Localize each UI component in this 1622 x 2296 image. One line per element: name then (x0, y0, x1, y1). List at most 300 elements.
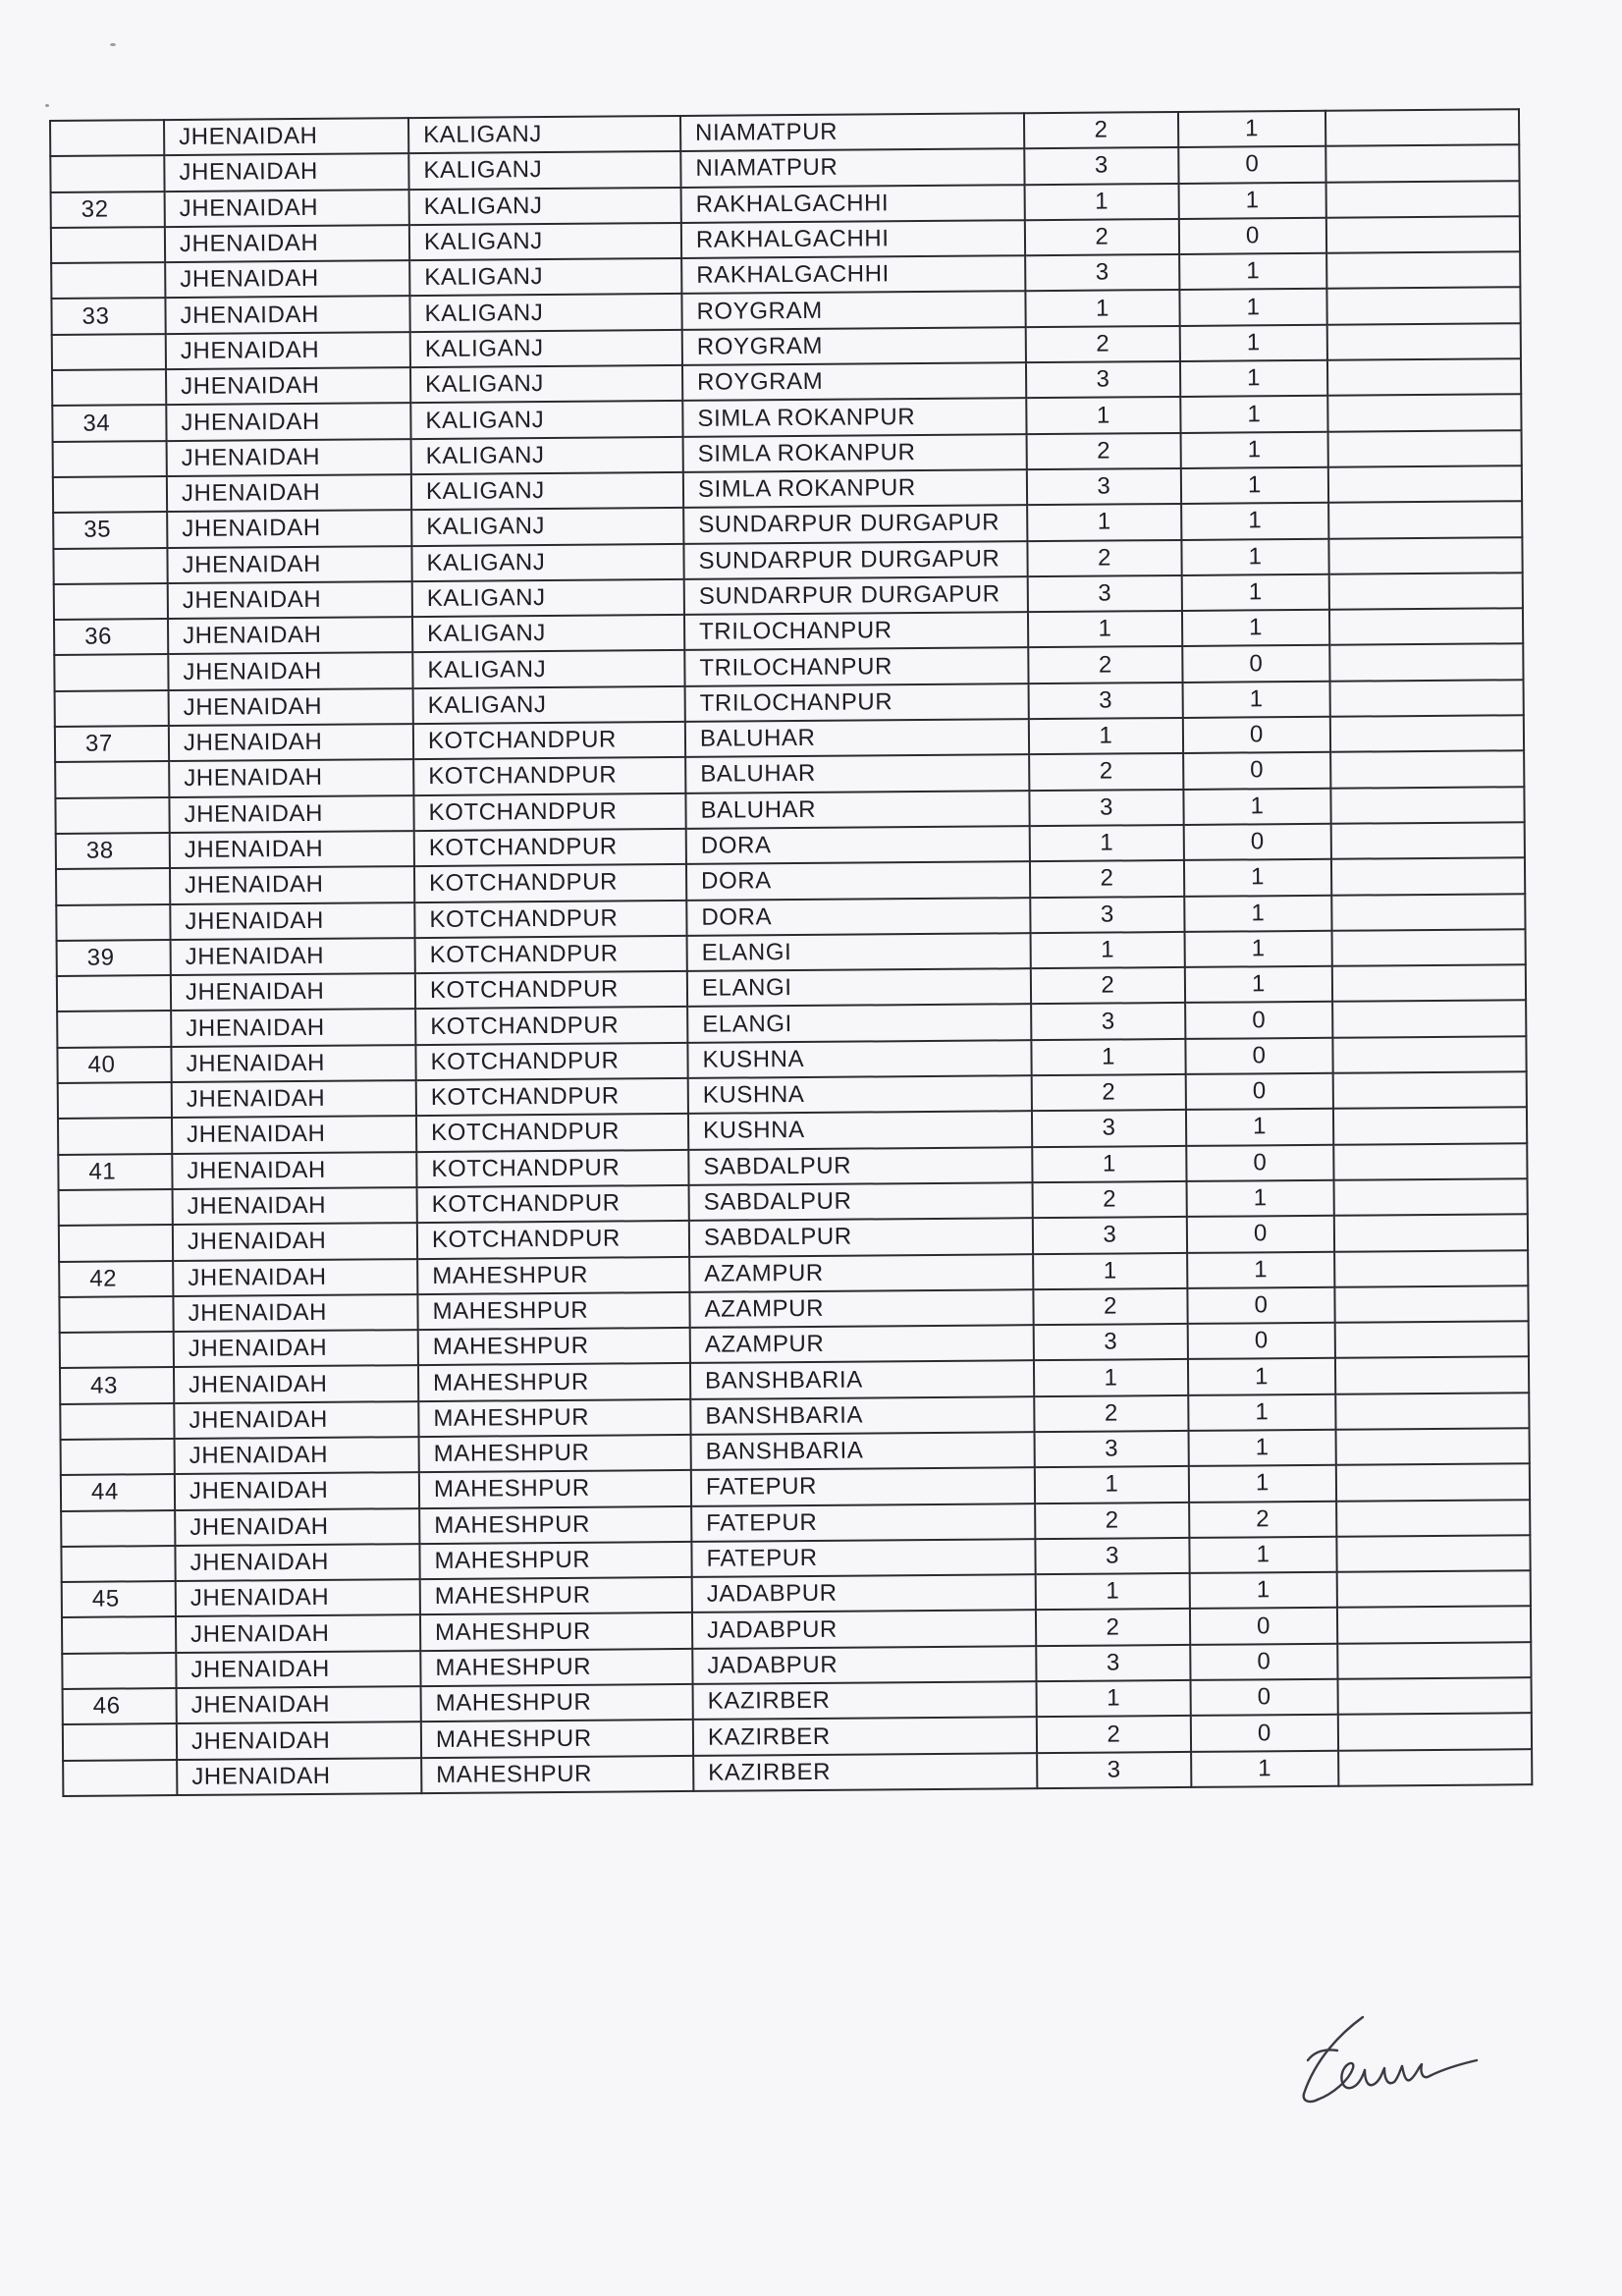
district-cell: JHENAIDAH (174, 1330, 418, 1367)
remark-cell (1334, 1178, 1528, 1216)
district-cell: JHENAIDAH (171, 938, 415, 975)
union-cell: BANSHBARIA (690, 1396, 1034, 1435)
remark-cell (1335, 1321, 1529, 1358)
serial-number-cell: 41 (58, 1154, 172, 1190)
serial-number-cell (60, 1332, 174, 1368)
count-cell: 1 (1187, 1251, 1334, 1287)
ward-cell: 1 (1036, 1573, 1190, 1611)
ward-cell: 1 (1025, 290, 1179, 327)
remark-cell (1326, 181, 1520, 218)
remark-cell (1331, 894, 1525, 931)
serial-number-cell: 43 (60, 1367, 174, 1403)
district-cell: JHENAIDAH (164, 153, 408, 191)
serial-number-cell: 40 (57, 1047, 171, 1083)
union-cell: SIMLA ROKANPUR (683, 469, 1027, 508)
serial-number-cell (51, 262, 165, 299)
district-cell: JHENAIDAH (173, 1223, 417, 1260)
count-cell: 1 (1188, 1394, 1335, 1430)
count-cell: 1 (1180, 360, 1327, 397)
upazila-cell: KOTCHANDPUR (416, 1114, 688, 1151)
remark-cell (1326, 216, 1520, 253)
ward-cell: 2 (1026, 326, 1180, 363)
remark-cell (1328, 465, 1522, 503)
remark-cell (1337, 1570, 1531, 1608)
district-cell: JHENAIDAH (169, 688, 413, 726)
serial-number-cell (57, 975, 171, 1011)
ward-cell: 2 (1028, 646, 1182, 683)
upazila-cell: KOTCHANDPUR (415, 1007, 687, 1044)
union-cell: FATEPUR (691, 1467, 1035, 1505)
union-cell: RAKHALGACHHI (681, 255, 1025, 294)
remark-cell (1327, 358, 1521, 396)
remark-cell (1330, 715, 1524, 752)
upazila-cell: KALIGANJ (409, 294, 681, 331)
remark-cell (1334, 1285, 1528, 1323)
serial-number-cell (50, 120, 164, 156)
upazila-cell: KOTCHANDPUR (415, 1043, 687, 1080)
remark-cell (1327, 323, 1521, 360)
remark-cell (1337, 1607, 1531, 1644)
union-cell: ELANGI (687, 933, 1031, 971)
serial-number-cell: 46 (63, 1688, 177, 1724)
serial-number-cell (56, 904, 170, 941)
union-cell: NIAMATPUR (680, 148, 1024, 187)
count-cell: 1 (1181, 538, 1328, 574)
upazila-cell: KOTCHANDPUR (415, 936, 687, 973)
remark-cell (1337, 1642, 1531, 1679)
ward-cell: 1 (1026, 397, 1180, 434)
district-cell: JHENAIDAH (167, 439, 411, 476)
serial-number-cell: 37 (55, 726, 169, 762)
union-cell: SIMLA ROKANPUR (682, 399, 1026, 437)
remark-cell (1336, 1463, 1530, 1501)
ward-cell: 1 (1028, 611, 1182, 648)
count-cell: 0 (1188, 1323, 1335, 1359)
remark-cell (1332, 1036, 1526, 1073)
remark-cell (1336, 1428, 1530, 1465)
count-cell: 0 (1190, 1608, 1337, 1644)
serial-number-cell (63, 1760, 177, 1796)
count-cell: 1 (1190, 1572, 1337, 1609)
upazila-cell: KALIGANJ (409, 258, 681, 296)
count-cell: 1 (1184, 859, 1331, 896)
remark-cell (1338, 1714, 1532, 1751)
serial-number-cell: 39 (57, 940, 171, 976)
union-cell: SUNDARPUR DURGAPUR (684, 576, 1028, 615)
union-cell: ROYGRAM (682, 362, 1026, 401)
count-cell: 0 (1182, 645, 1329, 682)
district-cell: JHENAIDAH (165, 297, 409, 334)
ward-cell: 2 (1027, 433, 1181, 470)
count-cell: 1 (1179, 289, 1326, 325)
ward-cell: 1 (1032, 1146, 1186, 1183)
count-cell: 1 (1188, 1358, 1335, 1394)
ward-cell: 2 (1032, 1074, 1186, 1112)
union-cell: FATEPUR (691, 1539, 1035, 1577)
union-cell: TRILOCHANPUR (684, 648, 1028, 686)
upazila-cell: KALIGANJ (410, 365, 682, 403)
union-cell: SABDALPUR (689, 1182, 1033, 1221)
district-cell: JHENAIDAH (165, 225, 409, 262)
ward-cell: 2 (1025, 219, 1179, 256)
union-cell: JADABPUR (692, 1574, 1036, 1613)
remark-cell (1332, 964, 1526, 1002)
remark-cell (1334, 1214, 1528, 1251)
count-cell: 0 (1178, 146, 1325, 183)
upazila-cell: KOTCHANDPUR (416, 1078, 688, 1116)
remark-cell (1328, 501, 1522, 538)
upazila-cell: KOTCHANDPUR (415, 971, 687, 1009)
ward-cell: 3 (1028, 575, 1182, 613)
count-cell: 0 (1183, 752, 1330, 789)
district-cell: JHENAIDAH (171, 1045, 415, 1082)
district-cell: JHENAIDAH (177, 1722, 421, 1759)
upazila-cell: KALIGANJ (411, 472, 683, 510)
ward-cell: 3 (1024, 147, 1178, 185)
union-cell: TRILOCHANPUR (684, 612, 1028, 650)
district-cell: JHENAIDAH (175, 1437, 419, 1474)
upazila-cell: MAHESHPUR (417, 1292, 689, 1330)
union-cell: RAKHALGACHHI (681, 220, 1025, 258)
remark-cell (1336, 1535, 1530, 1572)
union-cell: FATEPUR (691, 1503, 1035, 1542)
upazila-cell: KOTCHANDPUR (413, 793, 685, 831)
ward-cell: 2 (1037, 1716, 1191, 1753)
count-cell: 1 (1182, 574, 1329, 611)
remark-cell (1334, 1250, 1528, 1287)
upazila-cell: KALIGANJ (412, 615, 684, 652)
district-cell: JHENAIDAH (177, 1758, 421, 1795)
ward-cell: 3 (1026, 361, 1180, 399)
union-cell: SABDALPUR (689, 1218, 1033, 1256)
serial-number-cell: 42 (59, 1261, 173, 1297)
union-cell: SUNDARPUR DURGAPUR (683, 541, 1027, 579)
union-cell: ROYGRAM (681, 292, 1025, 330)
ward-cell: 1 (1027, 504, 1181, 541)
remark-cell (1335, 1357, 1529, 1394)
upazila-cell: MAHESHPUR (419, 1470, 691, 1507)
upazila-cell: KOTCHANDPUR (413, 757, 685, 794)
district-cell: JHENAIDAH (166, 403, 410, 440)
union-cell: KUSHNA (688, 1075, 1032, 1114)
district-cell: JHENAIDAH (168, 617, 412, 654)
district-cell: JHENAIDAH (173, 1259, 417, 1296)
upazila-cell: MAHESHPUR (421, 1684, 693, 1722)
ward-cell: 1 (1033, 1252, 1187, 1289)
count-cell: 1 (1181, 431, 1328, 467)
remark-cell (1328, 430, 1522, 467)
count-cell: 0 (1190, 1644, 1337, 1680)
serial-number-cell: 34 (52, 405, 166, 441)
serial-number-cell: 36 (54, 619, 168, 655)
remark-cell (1333, 1143, 1527, 1180)
remark-cell (1325, 145, 1519, 183)
serial-number-cell (61, 1546, 175, 1582)
remark-cell (1338, 1749, 1532, 1786)
records-table-container (49, 108, 1531, 1797)
serial-number-cell: 33 (51, 299, 165, 335)
upazila-cell: KALIGANJ (410, 401, 682, 438)
serial-number-cell (53, 548, 167, 584)
serial-number-cell (51, 227, 165, 263)
remark-cell (1330, 751, 1524, 789)
serial-number-cell (55, 690, 169, 727)
serial-number-cell: 35 (53, 512, 167, 548)
district-cell: JHENAIDAH (169, 795, 413, 833)
union-cell: AZAMPUR (689, 1254, 1033, 1292)
district-cell: JHENAIDAH (171, 1010, 415, 1047)
count-cell: 1 (1183, 788, 1330, 824)
serial-number-cell: 44 (61, 1474, 175, 1510)
count-cell: 1 (1178, 111, 1325, 147)
count-cell: 2 (1189, 1501, 1336, 1537)
district-cell: JHENAIDAH (175, 1544, 419, 1581)
ward-cell: 3 (1036, 1645, 1190, 1682)
district-cell: JHENAIDAH (176, 1651, 420, 1688)
district-cell: JHENAIDAH (168, 653, 412, 690)
serial-number-cell (60, 1403, 174, 1440)
serial-number-cell (50, 155, 164, 191)
union-cell: SIMLA ROKANPUR (683, 434, 1027, 472)
serial-number-cell (57, 1011, 171, 1047)
serial-number-cell (55, 761, 169, 797)
upazila-cell: KALIGANJ (408, 151, 680, 189)
district-cell: JHENAIDAH (176, 1615, 420, 1653)
ward-cell: 1 (1031, 1039, 1185, 1076)
count-cell: 1 (1189, 1465, 1336, 1502)
serial-number-cell (59, 1296, 173, 1333)
count-cell: 0 (1191, 1715, 1338, 1751)
remark-cell (1331, 857, 1525, 895)
count-cell: 1 (1189, 1430, 1336, 1466)
ward-cell: 1 (1037, 1680, 1191, 1718)
union-cell: BANSHBARIA (691, 1432, 1035, 1470)
union-cell: RAKHALGACHHI (681, 185, 1025, 223)
union-cell: SABDALPUR (688, 1147, 1032, 1185)
ward-cell: 3 (1029, 790, 1183, 827)
upazila-cell: KOTCHANDPUR (414, 829, 686, 866)
serial-number-cell: 32 (51, 191, 165, 228)
union-cell: DORA (686, 826, 1030, 864)
upazila-cell: KALIGANJ (412, 650, 684, 687)
district-cell: JHENAIDAH (167, 474, 411, 512)
union-cell: ELANGI (687, 1005, 1031, 1043)
ward-cell: 3 (1032, 1110, 1186, 1147)
remark-cell (1330, 787, 1524, 824)
serial-number-cell (62, 1653, 176, 1689)
remark-cell (1330, 680, 1524, 717)
count-cell: 0 (1185, 1002, 1332, 1038)
district-cell: JHENAIDAH (165, 260, 409, 298)
upazila-cell: MAHESHPUR (418, 1328, 690, 1365)
serial-number-cell (59, 1225, 173, 1261)
count-cell: 0 (1187, 1216, 1334, 1252)
signature-icon (1294, 2003, 1490, 2121)
records-table-body (50, 109, 1532, 1796)
upazila-cell: KALIGANJ (411, 508, 683, 545)
ward-cell: 2 (1029, 753, 1183, 791)
district-cell: JHENAIDAH (170, 831, 414, 868)
count-cell: 1 (1185, 966, 1332, 1003)
count-cell: 1 (1179, 182, 1326, 218)
ward-cell: 2 (1035, 1503, 1189, 1540)
upazila-cell: MAHESHPUR (418, 1363, 690, 1400)
serial-number-cell (61, 1439, 175, 1475)
serial-number-cell (56, 868, 170, 904)
ward-cell: 3 (1035, 1538, 1189, 1575)
scan-speck (45, 104, 49, 107)
union-cell: KUSHNA (687, 1040, 1031, 1078)
serial-number-cell (52, 369, 166, 406)
count-cell: 1 (1191, 1750, 1338, 1786)
union-cell: KAZIRBER (693, 1753, 1037, 1791)
upazila-cell: KALIGANJ (409, 188, 681, 225)
upazila-cell: KALIGANJ (411, 543, 683, 580)
count-cell: 1 (1187, 1180, 1334, 1217)
upazila-cell: MAHESHPUR (421, 1756, 693, 1793)
union-cell: DORA (686, 861, 1030, 900)
upazila-cell: KOTCHANDPUR (417, 1185, 689, 1223)
remark-cell (1326, 288, 1520, 325)
upazila-cell: MAHESHPUR (419, 1435, 691, 1472)
district-cell: JHENAIDAH (169, 759, 413, 796)
count-cell: 1 (1185, 931, 1332, 967)
upazila-cell: MAHESHPUR (418, 1399, 690, 1437)
count-cell: 1 (1180, 396, 1327, 432)
union-cell: NIAMATPUR (680, 113, 1024, 151)
upazila-cell: KOTCHANDPUR (414, 864, 686, 902)
remark-cell (1333, 1108, 1527, 1145)
ward-cell: 1 (1030, 825, 1184, 862)
count-cell: 1 (1179, 253, 1326, 290)
count-cell: 0 (1191, 1679, 1338, 1716)
district-cell: JHENAIDAH (171, 973, 415, 1011)
upazila-cell: KALIGANJ (412, 579, 684, 617)
ward-cell: 3 (1025, 254, 1179, 292)
ward-cell: 3 (1030, 896, 1184, 933)
district-cell: JHENAIDAH (172, 1152, 416, 1189)
union-cell: AZAMPUR (689, 1289, 1033, 1328)
ward-cell: 2 (1036, 1609, 1190, 1646)
ward-cell: 2 (1033, 1181, 1187, 1219)
upazila-cell: MAHESHPUR (419, 1505, 691, 1543)
count-cell: 1 (1184, 895, 1331, 931)
district-cell: JHENAIDAH (176, 1579, 420, 1616)
remark-cell (1333, 1071, 1527, 1109)
remark-cell (1327, 395, 1521, 432)
count-cell: 1 (1189, 1537, 1336, 1573)
ward-cell: 1 (1034, 1359, 1188, 1396)
count-cell: 0 (1179, 218, 1326, 254)
serial-number-cell (53, 441, 167, 477)
ward-cell: 1 (1031, 932, 1185, 969)
count-cell: 0 (1184, 824, 1331, 860)
upazila-cell: KALIGANJ (410, 330, 682, 367)
ward-cell: 3 (1034, 1324, 1188, 1361)
serial-number-cell: 45 (62, 1581, 176, 1617)
ward-cell: 2 (1031, 967, 1185, 1005)
district-cell: JHENAIDAH (169, 724, 413, 761)
remark-cell (1326, 251, 1520, 289)
upazila-cell: KALIGANJ (413, 686, 685, 724)
ward-cell: 3 (1033, 1217, 1187, 1254)
remark-cell (1332, 1001, 1526, 1038)
ward-cell: 3 (1027, 468, 1181, 506)
upazila-cell: KOTCHANDPUR (417, 1221, 689, 1258)
district-cell: JHENAIDAH (174, 1401, 418, 1439)
remark-cell (1331, 822, 1525, 859)
remark-cell (1336, 1500, 1530, 1537)
district-cell: JHENAIDAH (168, 581, 412, 619)
upazila-cell: KALIGANJ (411, 437, 683, 474)
ward-cell: 3 (1031, 1003, 1185, 1040)
district-cell: JHENAIDAH (167, 546, 411, 583)
district-cell: JHENAIDAH (165, 190, 409, 227)
count-cell: 1 (1182, 610, 1329, 646)
union-cell: BALUHAR (685, 719, 1029, 757)
count-cell: 1 (1186, 1109, 1333, 1145)
union-cell: JADABPUR (692, 1646, 1036, 1684)
union-cell: TRILOCHANPUR (685, 683, 1029, 722)
district-cell: JHENAIDAH (174, 1365, 418, 1402)
upazila-cell: MAHESHPUR (417, 1256, 689, 1293)
serial-number-cell (54, 655, 168, 691)
count-cell: 0 (1187, 1287, 1334, 1324)
union-cell: KUSHNA (688, 1111, 1032, 1149)
district-cell: JHENAIDAH (170, 866, 414, 903)
remark-cell (1325, 109, 1519, 146)
upazila-cell: MAHESHPUR (420, 1613, 692, 1650)
remark-cell (1328, 537, 1522, 574)
union-cell: DORA (686, 898, 1030, 936)
upazila-cell: KALIGANJ (408, 116, 680, 153)
union-cell: KAZIRBER (693, 1718, 1037, 1756)
remark-cell (1329, 608, 1523, 645)
district-cell: JHENAIDAH (175, 1472, 419, 1509)
remark-cell (1329, 644, 1523, 682)
upazila-cell: MAHESHPUR (419, 1542, 691, 1579)
upazila-cell: KALIGANJ (409, 223, 681, 260)
ward-cell: 1 (1025, 184, 1179, 221)
serial-number-cell (54, 583, 168, 620)
remark-cell (1332, 929, 1526, 966)
serial-number-cell (63, 1723, 177, 1760)
count-cell: 1 (1183, 682, 1330, 718)
district-cell: JHENAIDAH (173, 1187, 417, 1225)
ward-cell: 2 (1024, 112, 1178, 149)
union-cell: ELANGI (687, 968, 1031, 1007)
union-cell: AZAMPUR (690, 1325, 1034, 1363)
union-cell: BALUHAR (685, 755, 1029, 793)
ward-cell: 2 (1034, 1395, 1188, 1433)
serial-number-cell (58, 1118, 172, 1154)
ward-cell: 3 (1037, 1752, 1191, 1789)
ward-cell: 3 (1029, 683, 1183, 720)
upazila-cell: MAHESHPUR (421, 1720, 693, 1757)
union-cell: ROYGRAM (682, 327, 1026, 365)
count-cell: 0 (1186, 1144, 1333, 1180)
upazila-cell: MAHESHPUR (420, 1649, 692, 1686)
district-cell: JHENAIDAH (172, 1116, 416, 1153)
serial-number-cell (52, 334, 166, 370)
union-cell: BANSHBARIA (690, 1361, 1034, 1399)
district-cell: JHENAIDAH (167, 510, 411, 547)
union-cell: SUNDARPUR DURGAPUR (683, 505, 1027, 543)
count-cell: 1 (1180, 325, 1327, 361)
ward-cell: 1 (1035, 1466, 1189, 1503)
upazila-cell: KOTCHANDPUR (416, 1150, 688, 1187)
serial-number-cell (59, 1189, 173, 1226)
